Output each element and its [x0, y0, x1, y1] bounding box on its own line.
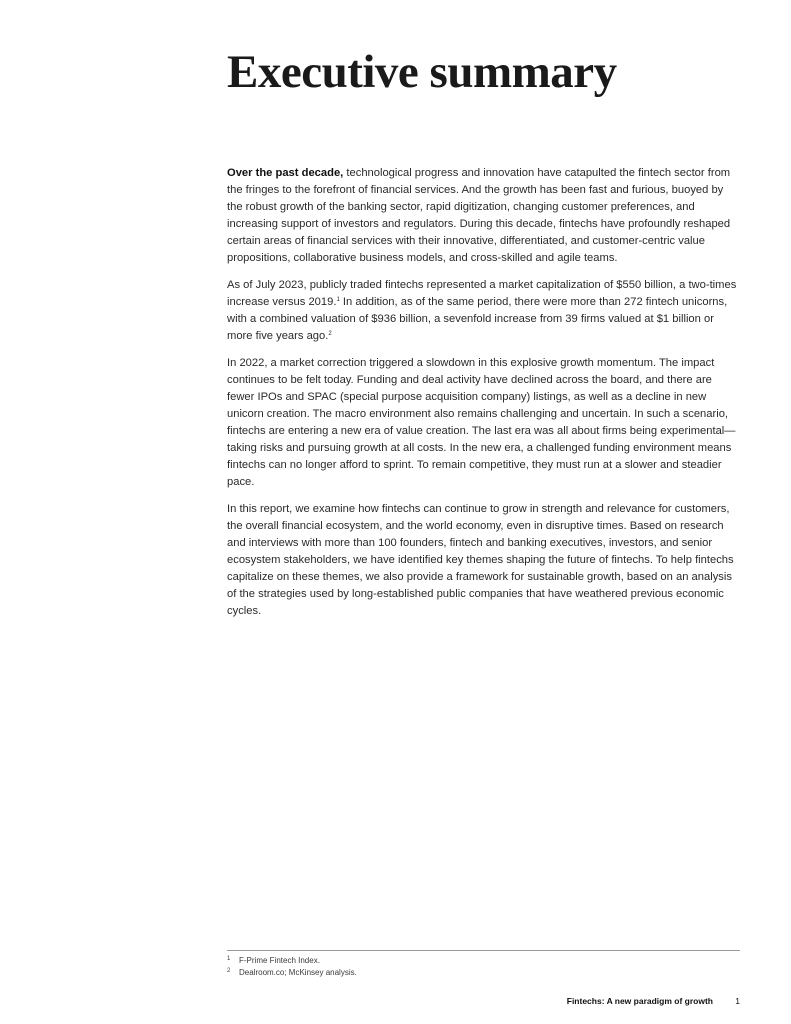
footnote-number: 1: [227, 956, 231, 962]
paragraph-4: In this report, we examine how fintechs can continue to grow in strength and relevance for customers, the overall financial ecosystem, and the world economy, even in disruptive times. Based on research and interviews with more than 100 founders, fintech and banking executives, investors, and senior ecosystem stakeholders, we have identified key themes shaping the future of fintechs. To help fintechs capitalize on these themes, we also provide a framework for sustainable growth, based on an analysis of the strategies used by long-established public companies that have weathered previous economic cycles.: [227, 503, 734, 617]
page-title: Executive summary: [227, 46, 617, 98]
footnote-ref-1: 1: [336, 297, 340, 303]
paragraph-2-text-b: In addition, as of the same period, there were more than 272 fintech unicorns, with a combined valuation of $936 billion, a sevenfold increase from 39 firms valued at $1 billion or more five years ago.: [227, 296, 728, 342]
footnote-item: [227, 955, 727, 967]
paragraph-2-text-a: As of July 2023, publicly traded fintechs represented a market capitalization of $550 billion, a two-times increase versus 2019.: [227, 279, 737, 308]
footnote-text: F-Prime Fintech Index.: [239, 956, 320, 965]
page-footer: [0, 995, 791, 1009]
footnote-divider: [227, 950, 740, 951]
footnote-ref-2: 2: [328, 331, 332, 337]
footnote-text: Dealroom.co; McKinsey analysis.: [239, 968, 357, 977]
body-text: [227, 165, 741, 630]
paragraph-1-lead: Over the past decade,: [227, 167, 344, 179]
paragraph-3: In 2022, a market correction triggered a slowdown in this explosive growth momentum. The impact continues to be felt today. Funding and deal activity have declined across the board, and there are fewer IPOs and SPAC (special purpose acquisition company) listings, as well as a decline in new unicorn creation. The macro environment also remains challenging and uncertain. In such a scenario, fintechs are entering a new era of value creation. The last era was all about firms being experimental—taking risks and pursuing growth at all costs. In the new era, a challenged funding environment means fintechs can no longer afford to sprint. To remain competitive, they must run at a slower and steadier pace.: [227, 357, 736, 488]
paragraph-2: [227, 277, 741, 345]
footnotes: [227, 955, 727, 979]
footer-report-title: Fintechs: A new paradigm of growth: [566, 996, 713, 1006]
footnote-item: [227, 967, 727, 979]
page-number: 1: [735, 996, 740, 1006]
paragraph-1: [227, 165, 741, 267]
paragraph-1-text: technological progress and innovation have catapulted the fintech sector from the fringes to the forefront of financial services. And the growth has been fast and furious, buoyed by the robust growth of the banking sector, rapid digitization, changing customer preferences, and increasing support of investors and regulators. During this decade, fintechs have profoundly reshaped certain areas of financial services with their innovative, differentiated, and customer-centric value propositions, collaborative business models, and cross-skilled and agile teams.: [227, 167, 731, 264]
footnote-number: 2: [227, 968, 231, 974]
